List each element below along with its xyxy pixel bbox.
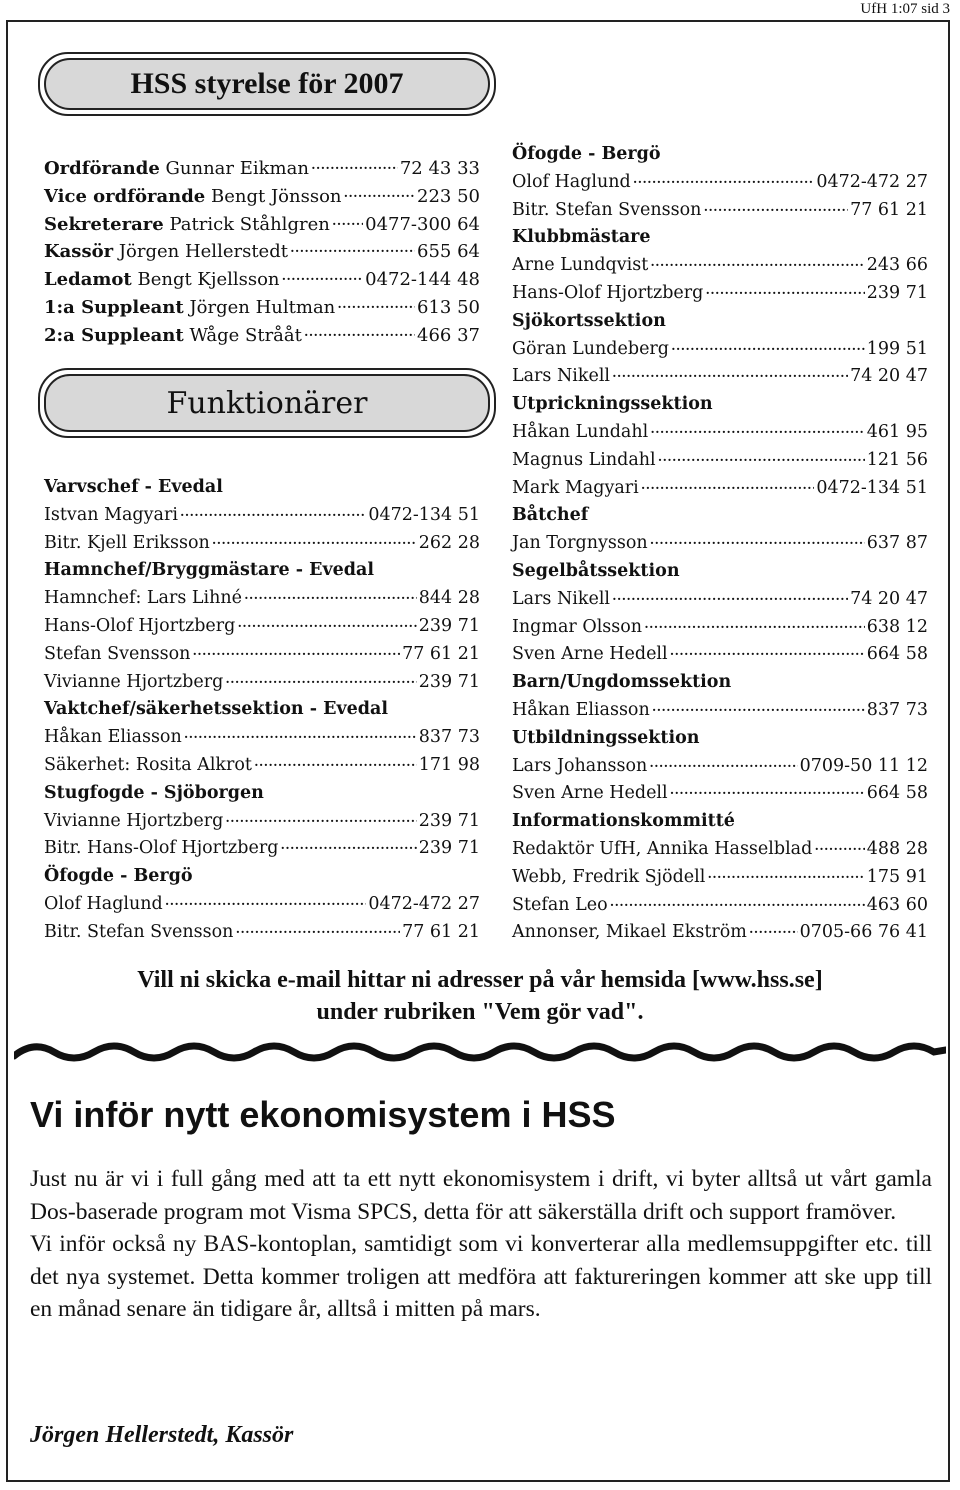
section-heading: Utprickningssektion (512, 394, 713, 415)
dot-leader (337, 289, 415, 317)
contact-row (512, 780, 928, 808)
phone-number: 239 71 (418, 615, 480, 636)
phone-number: 74 20 47 (850, 366, 928, 387)
member-name: Jörgen Hellerstedt (118, 241, 288, 263)
section-heading: Klubbmästare (512, 227, 651, 248)
contact-name: Lars Nikell (512, 366, 611, 387)
dot-leader (707, 859, 864, 887)
phone-number: 171 98 (418, 754, 480, 775)
signature: Jörgen Hellerstedt, Kassör (30, 1422, 294, 1448)
contact-row (512, 530, 928, 558)
dot-leader (649, 748, 797, 776)
contact-name: Magnus Lindahl (512, 449, 656, 470)
dot-leader (633, 164, 815, 192)
phone-number: 0472-134 51 (816, 477, 928, 498)
dot-leader (180, 497, 366, 525)
phone-number: 239 71 (418, 671, 480, 692)
dot-leader (235, 914, 400, 942)
role-label: 1:a Suppleant (44, 296, 184, 318)
contact-row (44, 919, 480, 947)
board-list (44, 155, 480, 350)
contact-name: Lars Nikell (512, 588, 611, 609)
notice-line-2: under rubriken "Vem gör vad". (316, 999, 644, 1025)
contact-name: Hans-Olof Hjortzberg (44, 615, 236, 636)
contact-row (44, 530, 480, 558)
section-heading: Hamnchef/Bryggmästare - Evedal (44, 560, 374, 581)
phone-number: 0472-472 27 (816, 171, 928, 192)
dot-leader (703, 192, 848, 220)
officials-title: Funktionärer (166, 385, 368, 421)
phone-number: 466 37 (417, 324, 480, 346)
contact-name: Jan Torgnysson (512, 533, 648, 554)
contact-name: Arne Lundqvist (512, 255, 649, 276)
dot-leader (311, 150, 398, 178)
officials-banner (38, 368, 496, 438)
phone-number: 655 64 (417, 241, 480, 263)
contact-name: Säkerhet: Rosita Alkrot (44, 754, 252, 775)
dot-leader (332, 206, 363, 234)
contact-row (512, 697, 928, 725)
dot-leader (650, 525, 865, 553)
phone-number: 463 60 (866, 894, 928, 915)
contact-row (44, 669, 480, 697)
contact-name: Olof Haglund (512, 171, 631, 192)
dot-leader (705, 275, 864, 303)
contact-name: Bitr. Hans-Olof Hjortzberg (44, 838, 279, 859)
contact-row (512, 641, 928, 669)
phone-number: 77 61 21 (850, 199, 928, 220)
contact-name: Redaktör UfH, Annika Hasselblad (512, 838, 813, 859)
dot-leader (749, 914, 798, 942)
member-name: Jörgen Hultman (189, 296, 336, 318)
contact-row (512, 280, 928, 308)
phone-number: 0705-66 76 41 (799, 922, 928, 943)
article-title: Vi inför nytt ekonomisystem i HSS (30, 1094, 616, 1135)
phone-number: 844 28 (418, 588, 480, 609)
dot-leader (612, 581, 848, 609)
contact-row (44, 322, 480, 350)
section-heading: Sjökortssektion (512, 310, 666, 331)
contact-row (44, 183, 480, 211)
member-name: Patrick Ståhlgren (169, 213, 330, 235)
dot-leader (225, 803, 416, 831)
phone-number: 488 28 (866, 838, 928, 859)
board-title: HSS styrelse för 2007 (130, 67, 404, 100)
section-heading: Öfogde - Bergö (44, 866, 193, 887)
contact-name: Håkan Eliasson (512, 699, 650, 720)
dot-leader (344, 178, 416, 206)
contact-row (44, 238, 480, 266)
notice-line-1: Vill ni skicka e-mail hittar ni adresser på vår hemsida [www.hss.se] (137, 967, 823, 993)
phone-number: 77 61 21 (402, 643, 480, 664)
board-banner (38, 52, 496, 116)
phone-number: 239 71 (418, 838, 480, 859)
section-heading: Segelbåtssektion (512, 560, 680, 581)
contact-name: Ingmar Olsson (512, 616, 643, 637)
section-heading: Informationskommitté (512, 811, 735, 832)
phone-number: 239 71 (866, 282, 928, 303)
phone-number: 664 58 (866, 644, 928, 665)
phone-number: 0709-50 11 12 (799, 755, 928, 776)
contact-name: Istvan Magyari (44, 504, 178, 525)
contact-name: Håkan Eliasson (44, 727, 182, 748)
phone-number: 837 73 (866, 699, 928, 720)
phone-number: 223 50 (417, 185, 480, 207)
contact-name: Göran Lundeberg (512, 338, 669, 359)
phone-number: 72 43 33 (399, 158, 480, 179)
dot-leader (304, 317, 415, 345)
contact-row (512, 892, 928, 920)
dot-leader (254, 747, 417, 775)
phone-number: 613 50 (417, 296, 480, 318)
phone-number: 637 87 (866, 533, 928, 554)
phone-number: 175 91 (866, 866, 928, 887)
dot-leader (641, 470, 815, 498)
contact-name: Håkan Lundahl (512, 421, 649, 442)
contact-name: Sven Arne Hedell (512, 644, 668, 665)
dot-leader (212, 525, 417, 553)
section-heading: Båtchef (512, 505, 589, 526)
phone-number: 0472-144 48 (365, 269, 480, 291)
contact-row (44, 835, 480, 863)
contact-row (512, 363, 928, 391)
dot-leader (670, 636, 865, 664)
contact-row (512, 919, 928, 947)
contact-name: Annonser, Mikael Ekström (512, 922, 747, 943)
contact-row (512, 197, 928, 225)
phone-number: 0472-472 27 (368, 893, 480, 914)
phone-number: 638 12 (866, 616, 928, 637)
role-label: Ordförande (44, 158, 160, 179)
phone-number: 0472-134 51 (368, 504, 480, 525)
article-paragraph: Vi inför också ny BAS-kontoplan, samtidigt som vi konverterar alla medlemsuppgifter etc. till det nya systemet. Detta kommer troligen att medföra att faktureringen kommer att ske upp till en månad senare än tidigare år, alltså i mitten på mars. (30, 1231, 932, 1322)
dot-leader (650, 247, 865, 275)
dot-leader (290, 233, 415, 261)
contact-name: Webb, Fredrik Sjödell (512, 866, 706, 887)
contact-name: Lars Johansson (512, 755, 648, 776)
role-label: Ledamot (44, 269, 132, 291)
contact-name: Hamnchef: Lars Lihné (44, 588, 243, 609)
dot-leader (244, 580, 417, 608)
dot-leader (282, 261, 364, 289)
section-heading: Barn/Ungdomssektion (512, 672, 732, 693)
phone-number: 74 20 47 (850, 588, 928, 609)
officials-list-left (44, 474, 480, 947)
article-body (30, 1163, 932, 1326)
dot-leader (225, 664, 416, 692)
dot-leader (280, 830, 416, 858)
member-name: Bengt Jönsson (211, 185, 342, 207)
dot-leader (612, 358, 848, 386)
contact-row (44, 752, 480, 780)
dot-leader (652, 692, 865, 720)
dot-leader (644, 609, 865, 637)
phone-number: 262 28 (418, 532, 480, 553)
dot-leader (165, 886, 367, 914)
phone-number: 837 73 (418, 727, 480, 748)
member-name: Gunnar Eikman (165, 158, 309, 179)
section-heading: Vaktchef/säkerhetssektion - Evedal (44, 699, 388, 720)
contact-name: Sven Arne Hedell (512, 783, 668, 804)
section-heading: Varvschef - Evedal (44, 477, 223, 497)
contact-name: Bitr. Stefan Svensson (44, 921, 234, 942)
contact-row (512, 475, 928, 503)
wave-divider (14, 1036, 946, 1070)
dot-leader (237, 608, 416, 636)
dot-leader (610, 887, 865, 915)
contact-name: Vivianne Hjortzberg (44, 810, 224, 831)
contact-name: Stefan Svensson (44, 643, 191, 664)
role-label: Vice ordförande (44, 185, 206, 207)
officials-list-right (512, 141, 928, 947)
dot-leader (184, 719, 417, 747)
page-header: UfH 1:07 sid 3 (860, 1, 950, 17)
dot-leader (671, 331, 865, 359)
contact-name: Mark Magyari (512, 477, 639, 498)
phone-number: 461 95 (866, 421, 928, 442)
email-notice (0, 964, 960, 1028)
member-name: Wåge Strååt (189, 324, 302, 346)
section-heading: Stugfogde - Sjöborgen (44, 782, 264, 803)
dot-leader (670, 775, 865, 803)
role-label: 2:a Suppleant (44, 324, 184, 346)
dot-leader (658, 442, 865, 470)
phone-number: 121 56 (866, 449, 928, 470)
contact-name: Stefan Leo (512, 894, 608, 915)
contact-name: Hans-Olof Hjortzberg (512, 282, 704, 303)
role-label: Sekreterare (44, 213, 164, 235)
dot-leader (650, 414, 865, 442)
contact-name: Vivianne Hjortzberg (44, 671, 224, 692)
section-heading: Öfogde - Bergö (512, 144, 661, 164)
role-label: Kassör (44, 241, 114, 263)
member-name: Bengt Kjellsson (137, 269, 280, 291)
section-heading: Utbildningssektion (512, 727, 700, 748)
phone-number: 0477-300 64 (365, 213, 480, 235)
contact-name: Olof Haglund (44, 893, 163, 914)
contact-name: Bitr. Kjell Eriksson (44, 532, 210, 553)
phone-number: 199 51 (866, 338, 928, 359)
article-paragraph: Just nu är vi i full gång med att ta ett nytt ekonomisystem i drift, vi byter alltså ut vårt gamla Dos-baserade program mot Visma SPCS, detta för att säkerställa drift och support framöver. (30, 1166, 932, 1225)
phone-number: 243 66 (866, 255, 928, 276)
contact-name: Bitr. Stefan Svensson (512, 199, 702, 220)
phone-number: 664 58 (866, 783, 928, 804)
phone-number: 239 71 (418, 810, 480, 831)
phone-number: 77 61 21 (402, 921, 480, 942)
dot-leader (814, 831, 864, 859)
dot-leader (192, 636, 400, 664)
